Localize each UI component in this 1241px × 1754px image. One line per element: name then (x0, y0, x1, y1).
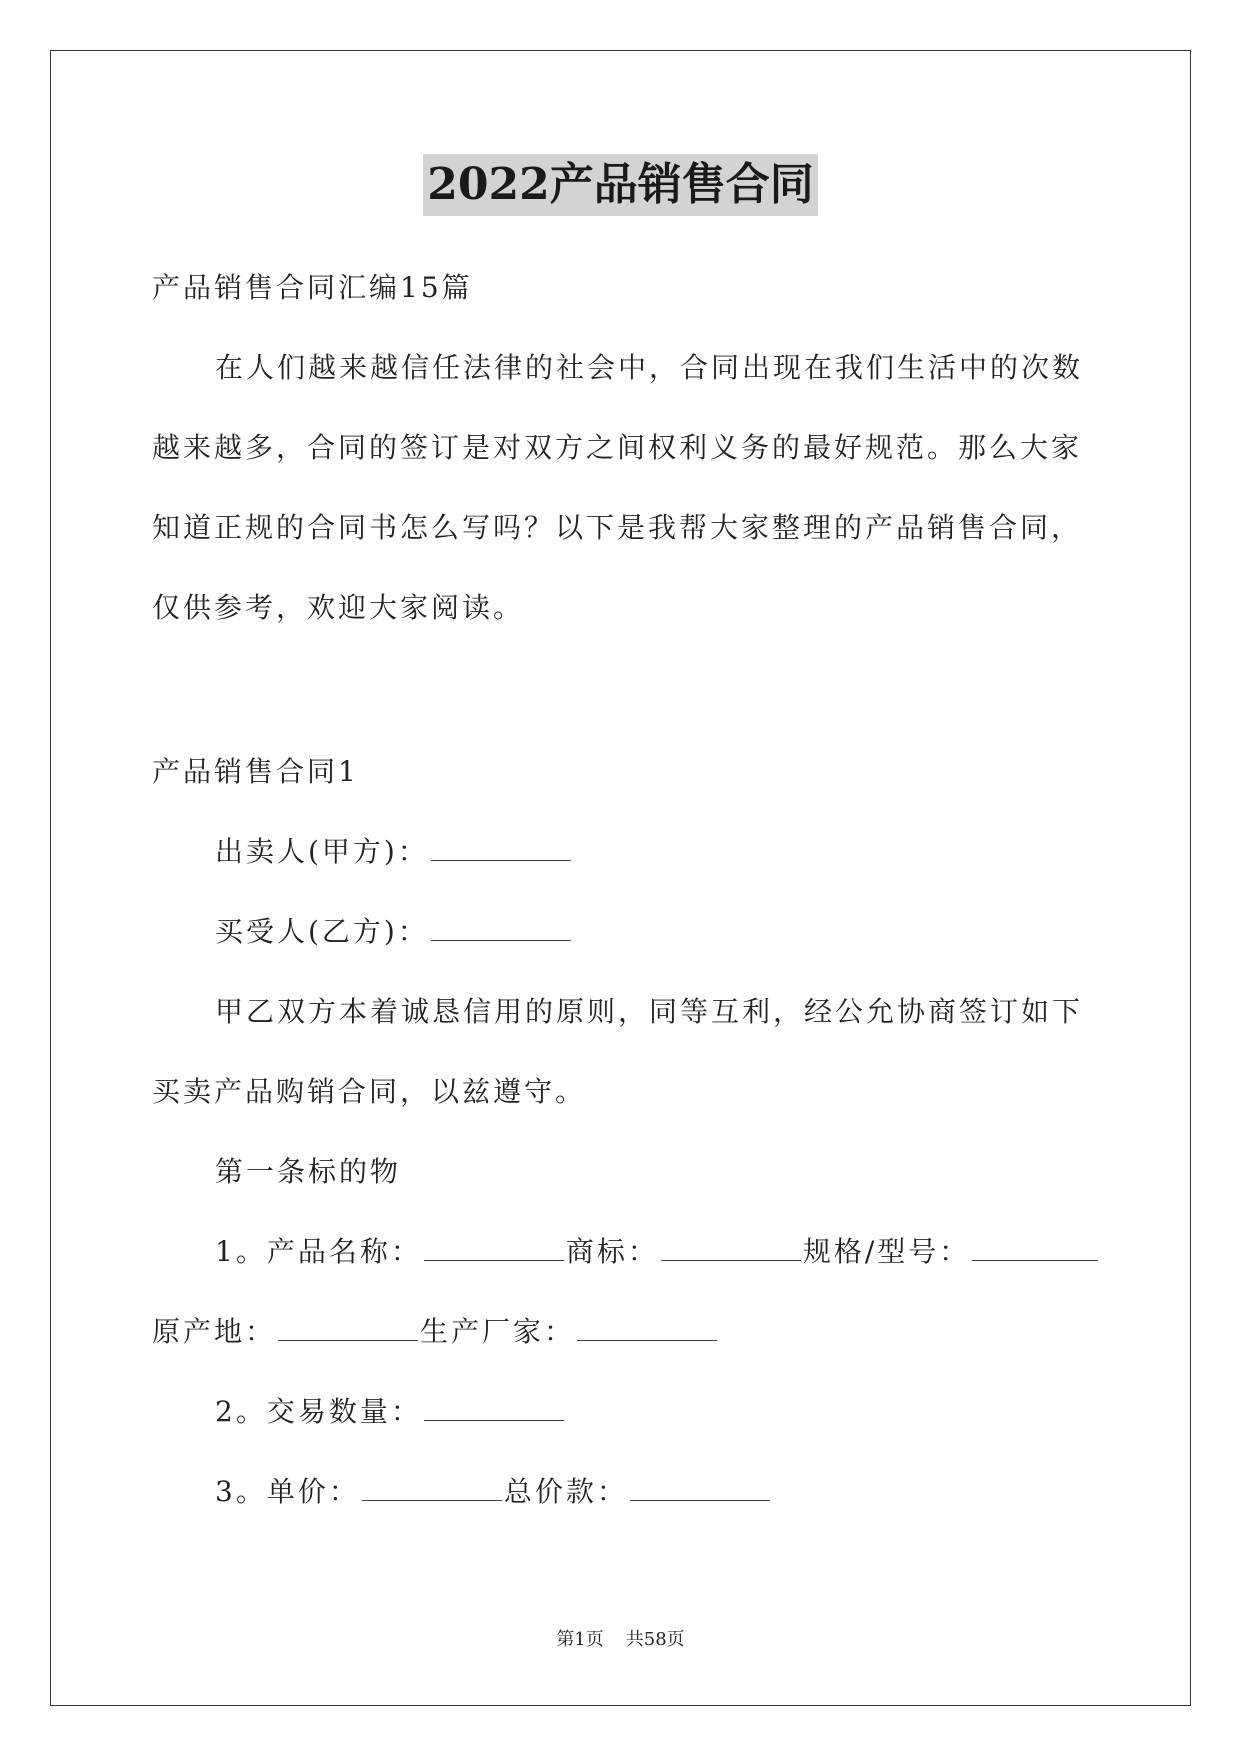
brand-blank (661, 1234, 801, 1261)
buyer-row (215, 912, 573, 952)
buyer-blank (431, 914, 571, 941)
item1-row-continued (152, 1312, 719, 1352)
page-footer (0, 1628, 1241, 1652)
origin-label: 原产地： (152, 1315, 277, 1348)
article-heading: 第一条标的物 (215, 1155, 402, 1188)
quantity-label: 2。交易数量： (215, 1395, 422, 1428)
brand-label: 商标： (565, 1235, 659, 1268)
title-container (0, 154, 1241, 216)
product-name-blank (424, 1234, 564, 1261)
seller-blank (431, 834, 571, 861)
item1-row (215, 1232, 1100, 1272)
intro-paragraph-line: 知道正规的合同书怎么写吗？以下是我帮大家整理的产品销售合同， (152, 511, 1083, 544)
seller-row (215, 832, 573, 872)
principle-paragraph-line: 甲乙双方本着诚恳信用的原则，同等互利，经公允协商签订如下 (215, 995, 1084, 1028)
seller-label: 出卖人(甲方)： (215, 835, 429, 868)
document-subtitle: 产品销售合同汇编15篇 (152, 271, 473, 304)
maker-blank (577, 1314, 717, 1341)
origin-blank (278, 1314, 418, 1341)
document-title: 2022产品销售合同 (423, 154, 817, 216)
item2-row (215, 1392, 566, 1432)
intro-paragraph-line: 越来越多，合同的签订是对双方之间权利义务的最好规范。那么大家 (152, 431, 1083, 464)
intro-paragraph-line: 在人们越来越信任法律的社会中，合同出现在我们生活中的次数 (215, 351, 1084, 384)
unit-price-label: 3。单价： (215, 1475, 360, 1508)
total-price-blank (630, 1474, 770, 1501)
intro-paragraph-line: 仅供参考，欢迎大家阅读。 (152, 591, 525, 624)
buyer-label: 买受人(乙方)： (215, 915, 429, 948)
spec-label: 规格/型号： (802, 1235, 971, 1268)
item3-row (215, 1472, 772, 1512)
product-name-label: 1。产品名称： (215, 1235, 422, 1268)
section-heading: 产品销售合同1 (152, 755, 359, 788)
quantity-blank (424, 1394, 564, 1421)
principle-paragraph-line: 买卖产品购销合同，以兹遵守。 (152, 1075, 587, 1108)
maker-label: 生产厂家： (420, 1315, 576, 1348)
spec-blank (972, 1234, 1098, 1261)
page-number: 第1页 (556, 1629, 604, 1650)
unit-price-blank (362, 1474, 502, 1501)
total-price-label: 总价款： (503, 1475, 628, 1508)
page-total: 共58页 (625, 1629, 685, 1650)
